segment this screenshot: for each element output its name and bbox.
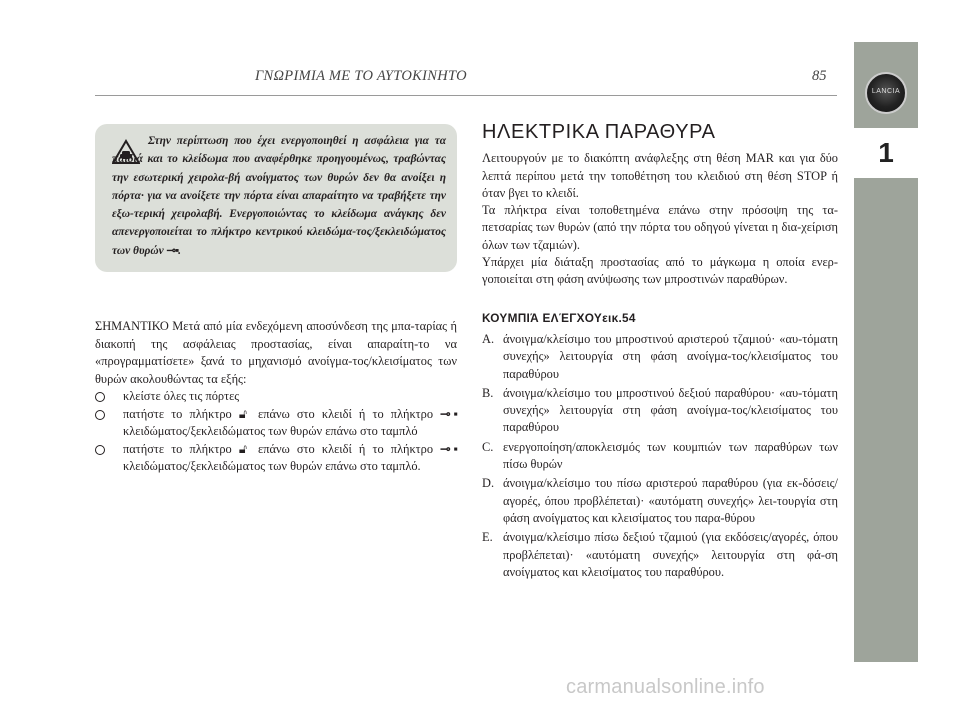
item-text: άνοιγμα/κλείσιμο του πίσω αριστερού παραθύρου (για εκ-δόσεις/αγορές, όπου προβλέπεται)· «αυτόματη συνεχής» λει-τουργία στη φάση ανοίγματος και κλεισίματος του παρα-θύρου [503,476,838,525]
list-item [95,406,457,441]
step-text: κλείστε όλες τις πόρτες [123,389,240,403]
brand-logo [865,72,907,114]
controls-subheading: ΚΟΥΜΠΙΆ ΕΛΈΓΧΟΥεικ.54 [482,310,636,325]
item-letter: E. [482,530,493,545]
paragraph: Λειτουργούν με το διακόπτη ανάφλεξης στη θέση MAR και για δύο λεπτά περίπου μετά την τοποθέτηση του κλειδιού στη θέση STOP ή όταν βγει το κλειδί. [482,151,838,200]
procedure-list [95,388,457,476]
item-text: άνοιγμα/κλείσιμο του μπροστινού αριστερού τζαμιού· «αυ-τόματη συνεχής» λειτουργία στη φάση ανοίγμα-τος/κλεισίματος του παραθύρου [503,331,838,381]
list-item [482,385,838,437]
step-text-b: επάνω στο κλειδί ή το πλήκτρο [258,406,434,421]
door-lock-button-icon: ⊸▪ [440,441,457,456]
bullet-circle-icon [95,410,105,420]
step-text-b: επάνω στο κλειδί ή το πλήκτρο [258,441,434,456]
item-letter: B. [482,385,494,400]
watermark: carmanualsonline.info [566,676,765,698]
important-note: ΣΗΜΑΝΤΙΚΟ Μετά από μία ενδεχόμενη αποσύνδεση της μπα-ταρίας ή διακοπή της ασφάλειας προστασίας, είναι απαραίτη-το να «προγραμματίσετε» ξανά το μηχανισμό ανοίγμα-τος/κλεισίματος των θυρών ακολουθώντας τα εξής: [95,319,457,386]
key-unlock-icon: 🔓︎ [238,406,251,421]
section-title: ΗΛΕΚΤΡΙΚΑ ΠΑΡΑΘΥΡΑ [482,121,716,143]
item-text: ενεργοποίηση/αποκλεισμός των κουμπιών των παραθύρων των πίσω θυρών [503,439,838,472]
chapter-number: 1 [854,128,918,178]
item-letter: C. [482,439,494,454]
header-divider [95,95,837,96]
left-column [95,318,457,476]
running-header-title: ΓΝΩΡΙΜΙΑ ΜΕ ΤΟ ΑΥΤΟΚΙΝΗΤΟ [255,68,467,84]
key-unlock-icon: 🔓︎ [238,441,251,456]
list-item [482,331,838,383]
paragraph: Τα πλήκτρα είναι τοποθετημένα επάνω στην πρόσοψη της τα-πετσαρίας των θυρών (από την πόρτα του οδηγού γίνεται η δια-χείριση όλων των τζαμιών). [482,203,838,252]
logo-wordmark: LANCIA [871,88,901,95]
list-item [482,439,838,474]
item-letter: A. [482,331,495,346]
controls-list [482,331,838,581]
step-text-a: πατήστε το πλήκτρο [123,441,232,456]
paragraph: Υπάρχει μία διάταξη προστασίας από το μάγκωμα η οποία ενερ-γοποιείται στη φάση ανύψωσης των μπροστινών παραθύρων. [482,255,838,287]
right-column [482,121,838,583]
door-lock-button-icon: ⊸▪ [166,244,179,257]
warning-callout [95,124,457,272]
bullet-circle-icon [95,445,105,455]
list-item [482,475,838,527]
warning-text [112,132,446,260]
warning-end-punct: . [178,244,181,257]
item-text: άνοιγμα/κλείσιμο πίσω δεξιού τζαμιού (για εκδόσεις/αγορές, όπου προβλέπεται)· «αυτόματη συνεχής» λειτουργία στη φά-ση ανοίγματος και κλεισίματος του παραθύρου. [503,530,838,579]
step-text-a: πατήστε το πλήκτρο [123,406,232,421]
bullet-circle-icon [95,392,105,402]
item-letter: D. [482,476,495,491]
door-lock-button-icon: ⊸▪ [440,406,457,421]
page-number: 85 [812,68,827,84]
step-text-c: κλειδώματος/ξεκλειδώματος των θυρών επάνω στο ταμπλό. [123,459,421,473]
list-item [95,441,457,476]
step-text-c: κλειδώματος/ξεκλειδώματος των θυρών επάνω στο ταμπλό [123,424,418,438]
list-item [482,529,838,581]
warning-body: Στην περίπτωση που έχει ενεργοποιηθεί η ασφάλεια για τα παιδιά και το κλείδωμα που αναφέρθηκε προηγουμένως, τραβώντας την εσωτερική χειρολα-βή ανοίγματος των θυρών δεν θα ανοίξει η πόρτα· για να ανοίξετε την πόρτα είναι απαραίτητο να τραβήξετε την εξω-τερική χειρολαβή. Ενεργοποιώντας το κλείδωμα ανάγκης δεν απενεργοποιείται το πλήκτρο κεντρικού κλειδώμα-τος/ξεκλειδώματος των θυρών [112,135,446,257]
list-item [95,388,457,406]
item-text: άνοιγμα/κλείσιμο του μπροστινού δεξιού παραθύρου· «αυ-τόματη συνεχής» λειτουργία στη φάση ανοίγμα-τος/κλεισίματος του παραθύρου [503,385,838,435]
